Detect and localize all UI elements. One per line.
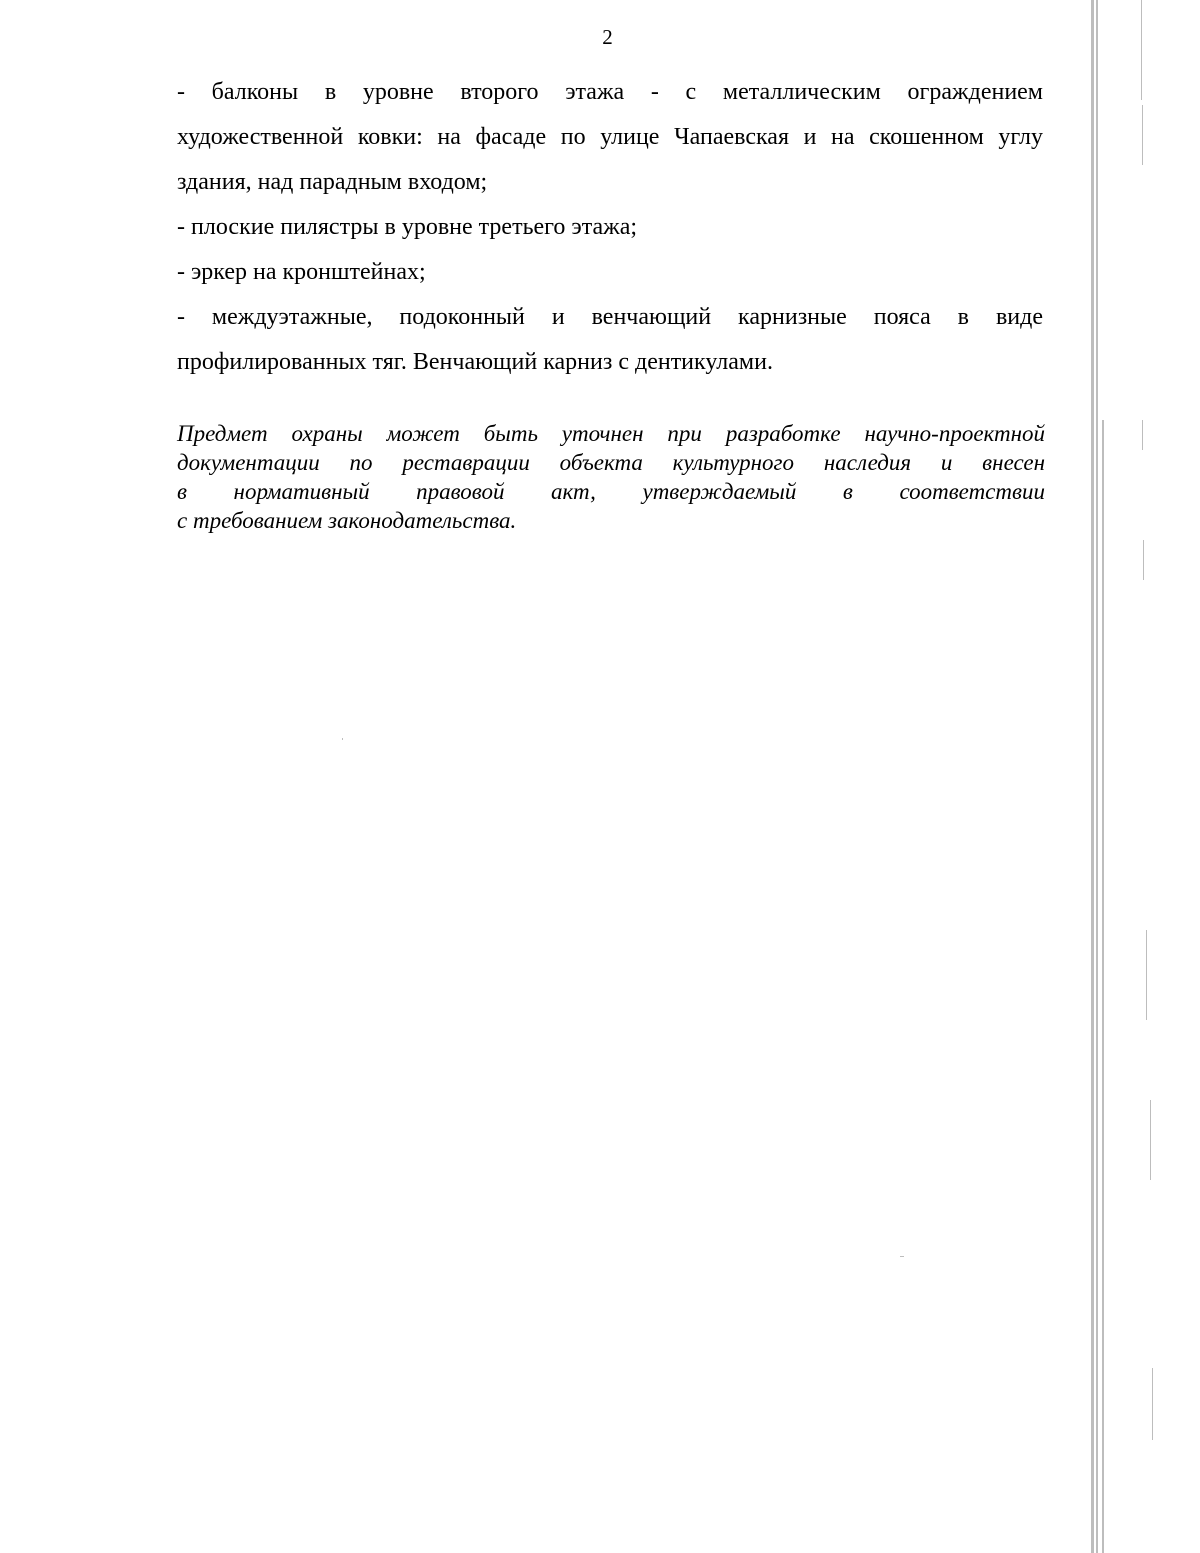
scan-speck (900, 1256, 904, 1257)
list-item-cornices-line-1: - междуэтажные, подоконный и венчающий карнизные пояса в виде (177, 304, 1043, 330)
list-item-balconies-line-1: - балконы в уровне второго этажа - с металлическим ограждением (177, 79, 1043, 105)
list-item-pilasters: - плоские пилястры в уровне третьего этажа; (177, 214, 638, 240)
note-line-3: в нормативный правовой акт, утверждаемый в соответствии (177, 479, 1045, 504)
scan-edge-line (1142, 420, 1143, 450)
scan-speck (342, 738, 343, 740)
scan-edge-line (1096, 0, 1098, 1553)
page-number: 2 (602, 25, 613, 49)
note-line-2: документации по реставрации объекта культурного наследия и внесен (177, 450, 1045, 475)
scan-edge-line (1142, 105, 1143, 165)
note-line-1: Предмет охраны может быть уточнен при разработке научно-проектной (177, 421, 1045, 446)
scan-edge-line (1143, 540, 1144, 580)
note-line-4: с требованием законодательства. (177, 508, 517, 533)
list-item-balconies-line-2: художественной ковки: на фасаде по улице Чапаевская и на скошенном углу (177, 124, 1043, 150)
list-item-balconies-line-3: здания, над парадным входом; (177, 169, 488, 195)
scan-edge-line (1102, 420, 1104, 1553)
scan-edge-line (1152, 1368, 1153, 1440)
list-item-bay-window: - эркер на кронштейнах; (177, 259, 426, 285)
scan-edge-line (1150, 1100, 1151, 1180)
scan-edge-line (1141, 0, 1142, 100)
scan-edge-line (1091, 0, 1094, 1553)
scan-edge-line (1146, 930, 1147, 1020)
list-item-cornices-line-2: профилированных тяг. Венчающий карниз с дентикулами. (177, 349, 773, 375)
